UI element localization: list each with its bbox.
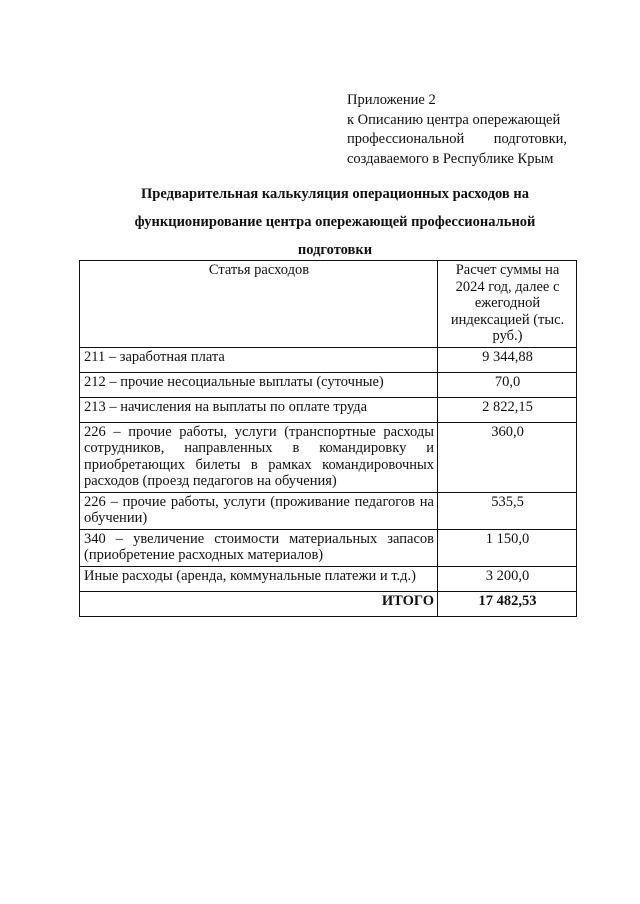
title-line: Предварительная калькуляция операционных расходов на — [141, 186, 529, 202]
document-title — [100, 180, 570, 264]
table-row — [80, 566, 577, 591]
table-row — [80, 422, 577, 492]
amount-cell: 70,0 — [438, 372, 577, 397]
total-row — [80, 591, 577, 616]
item-cell: 211 – заработная плата — [80, 347, 438, 372]
title-line: подготовки — [297, 242, 373, 258]
item-cell: 226 – прочие работы, услуги (проживание педагогов на обучении) — [80, 492, 438, 529]
amount-cell: 3 200,0 — [438, 566, 577, 591]
table-row — [80, 529, 577, 566]
table-header-row — [80, 261, 577, 348]
appendix-line: Приложение 2 — [347, 92, 436, 108]
table-row — [80, 492, 577, 529]
table-row — [80, 397, 577, 422]
cost-table — [79, 260, 577, 617]
item-cell: Иные расходы (аренда, коммунальные платежи и т.д.) — [80, 566, 438, 591]
appendix-line: к Описанию центра опережающей — [347, 111, 561, 128]
table-row — [80, 347, 577, 372]
total-amount: 17 482,53 — [438, 591, 577, 616]
total-label: ИТОГО — [80, 591, 438, 616]
item-cell: 212 – прочие несоциальные выплаты (суточные) — [80, 372, 438, 397]
appendix-header — [347, 91, 567, 169]
amount-cell: 9 344,88 — [438, 347, 577, 372]
table-row — [80, 372, 577, 397]
title-line: функционирование центра опережающей профессиональной — [134, 214, 536, 230]
amount-cell: 535,5 — [438, 492, 577, 529]
amount-cell: 1 150,0 — [438, 529, 577, 566]
item-cell: 213 – начисления на выплаты по оплате труда — [80, 397, 438, 422]
amount-cell: 360,0 — [438, 422, 577, 492]
header-item-cell: Статья расходов — [80, 261, 438, 348]
header-amount-cell: Расчет суммы на 2024 год, далее с ежегодной индексацией (тыс. руб.) — [438, 261, 577, 348]
appendix-line: создаваемого в Республике Крым — [347, 150, 554, 167]
item-cell: 226 – прочие работы, услуги (транспортные расходы сотрудников, направленных в командировку и приобретающих билеты в рамках командировочных расходов (проезд педагогов на обучения) — [80, 422, 438, 492]
appendix-line: профессиональной подготовки, — [347, 131, 567, 147]
amount-cell: 2 822,15 — [438, 397, 577, 422]
item-cell: 340 – увеличение стоимости материальных запасов (приобретение расходных материалов) — [80, 529, 438, 566]
